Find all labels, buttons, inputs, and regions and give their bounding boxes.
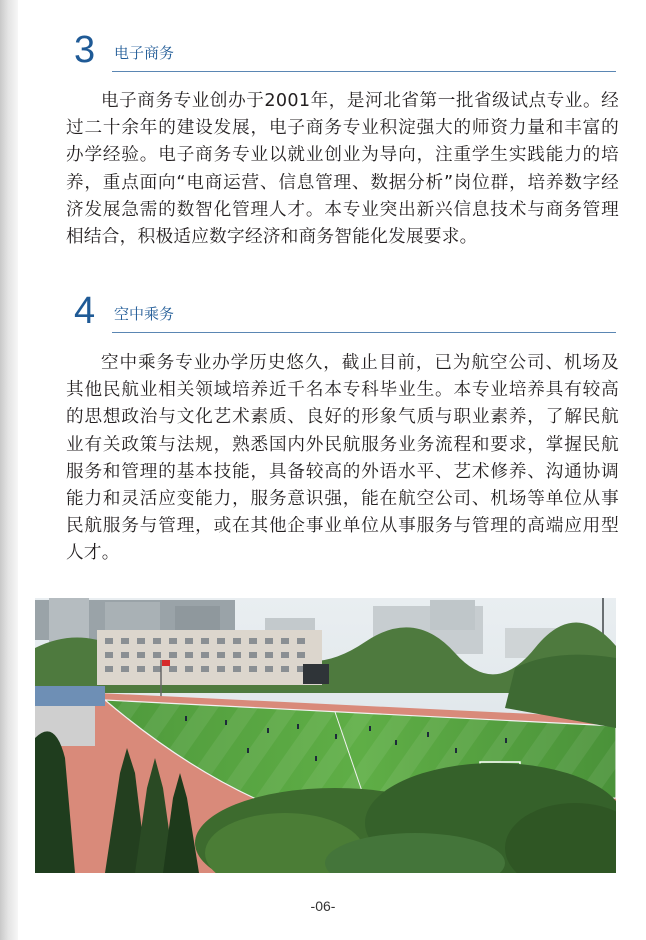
- campus-sports-field-photo: [35, 598, 616, 873]
- section-3-header: [74, 30, 616, 70]
- page-number: -06-: [310, 898, 336, 914]
- page-spine-shadow: [0, 0, 18, 940]
- section-number: 3: [74, 29, 96, 71]
- section-4-paragraph: 空中乘务专业办学历史悠久，截止目前，已为航空公司、机场及其他民航业相关领域培养近千名本专科毕业生。本专业培养具有较高的思想政治与文化艺术素质、良好的形象气质与职业素养，了解民航业有关政策与法规，熟悉国内外民航服务业务流程和要求，掌握民航服务和管理的基本技能，具备较高的外语水平、艺术修养、沟通协调能力和灵活应变能力，服务意识强，能在航空公司、机场等单位从事民航服务与管理，或在其他企事业单位从事服务与管理的高端应用型人才。: [66, 353, 619, 564]
- section-divider: [112, 332, 616, 333]
- section-title: 空中乘务: [114, 305, 175, 323]
- section-4-header: [74, 291, 616, 331]
- section-title: 电子商务: [114, 44, 175, 62]
- section-3-paragraph: 电子商务专业创办于2001年，是河北省第一批省级试点专业。经过二十余年的建设发展，电子商务专业积淀强大的师资力量和丰富的办学经验。电子商务专业以就业创业为导向，注重学生实践能力的培养，重点面向“电商运营、信息管理、数据分析”岗位群，培养数字经济发展急需的数智化管理人才。本专业突出新兴信息技术与商务管理相结合，积极适应数字经济和商务智能化发展要求。: [66, 91, 619, 248]
- section-divider: [112, 71, 616, 72]
- section-number: 4: [74, 290, 96, 332]
